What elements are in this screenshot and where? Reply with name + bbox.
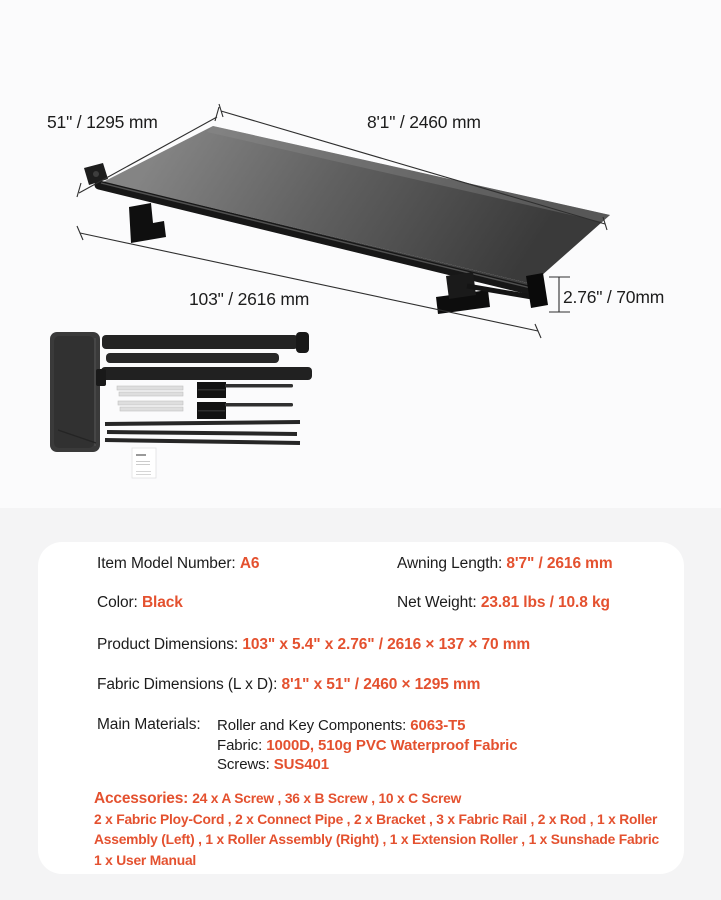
- spec-accessories-line4: 1 x User Manual: [94, 852, 197, 868]
- spec-model-value: A6: [239, 555, 260, 572]
- dimension-label-height: 2.76" / 70mm: [563, 287, 665, 307]
- spec-awning-length: [397, 555, 613, 573]
- spec-panel: [38, 542, 684, 874]
- roller-tube-3: [101, 367, 312, 380]
- spec-material-roller: [217, 716, 465, 736]
- awning-image: [84, 126, 610, 314]
- spec-main-materials-label: Main Materials:: [97, 716, 201, 733]
- dimension-label-fabric-length: 8'1" / 2460 mm: [367, 112, 481, 132]
- spec-material-roller-value: 6063-T5: [410, 717, 466, 734]
- spec-material-roller-name: Roller and Key Components:: [217, 717, 411, 734]
- spec-net-weight-label: Net Weight:: [397, 594, 481, 611]
- spec-model: [97, 555, 259, 573]
- roller-left-cap-hub: [93, 171, 99, 177]
- spec-awning-length-value: 8'7" / 2616 mm: [506, 555, 613, 572]
- spec-material-fabric-value: 1000D, 510g PVC Waterproof Fabric: [266, 737, 518, 754]
- spec-color-label: Color:: [97, 594, 142, 611]
- spec-material-screws: [217, 755, 329, 775]
- spec-model-label: Item Model Number:: [97, 555, 240, 572]
- spec-accessories-line3: Assembly (Left) , 1 x Roller Assembly (Right) , 1 x Extension Roller , 1 x Sunshade Fabric: [94, 832, 659, 847]
- spec-material-fabric-name: Fabric:: [217, 737, 267, 754]
- spec-color-value: Black: [141, 594, 183, 611]
- left-mount-bracket: [129, 203, 166, 243]
- rods: [225, 384, 293, 407]
- spec-accessories: [94, 789, 659, 871]
- roller-tube-3-elbow: [96, 369, 106, 386]
- spec-accessories-line1: [94, 789, 659, 810]
- connect-strips: [105, 422, 300, 443]
- spec-material-screws-name: Screws:: [217, 756, 274, 773]
- spec-accessories-label: Accessories:: [94, 790, 193, 807]
- dimension-label-fabric-width: 51" / 1295 mm: [47, 112, 158, 132]
- roller-tube-1: [102, 335, 298, 349]
- spec-fabric-dimensions-value: 8'1" x 51" / 2460 × 1295 mm: [281, 676, 481, 693]
- roller-right-end-plate: [526, 273, 548, 308]
- spec-product-dimensions-label: Product Dimensions:: [97, 636, 243, 653]
- spec-material-screws-value: SUS401: [273, 756, 329, 773]
- spec-fabric-dimensions-label: Fabric Dimensions (L x D):: [97, 676, 282, 693]
- roller-tube-1-cap: [296, 332, 309, 353]
- spec-net-weight-value: 23.81 lbs / 10.8 kg: [480, 594, 610, 611]
- spec-accessories-line1-value: 24 x A Screw , 36 x B Screw , 10 x C Screw: [192, 791, 462, 806]
- spec-material-fabric: [217, 736, 517, 756]
- spec-accessories-line2: 2 x Fabric Ploy-Cord , 2 x Connect Pipe , 2 x Bracket , 3 x Fabric Rail , 2 x Rod , 1 x Roller: [94, 811, 658, 827]
- dimension-label-overall-length: 103" / 2616 mm: [189, 289, 310, 309]
- spec-color: [97, 594, 183, 612]
- spec-product-dimensions-value: 103" x 5.4" x 2.76" / 2616 × 137 × 70 mm: [242, 636, 531, 653]
- dim-tick: [215, 107, 219, 121]
- fabric-rails: [117, 386, 183, 411]
- parts-kit-image: [50, 332, 312, 478]
- user-manual: [132, 448, 156, 478]
- spec-fabric-dimensions: [97, 676, 480, 694]
- brackets: [197, 382, 226, 419]
- dim-tick: [219, 104, 223, 117]
- spec-product-dimensions: [97, 636, 530, 654]
- spec-net-weight: [397, 594, 610, 612]
- roller-tube-2: [106, 353, 279, 363]
- dim-tick: [77, 183, 81, 197]
- spec-awning-length-label: Awning Length:: [397, 555, 507, 572]
